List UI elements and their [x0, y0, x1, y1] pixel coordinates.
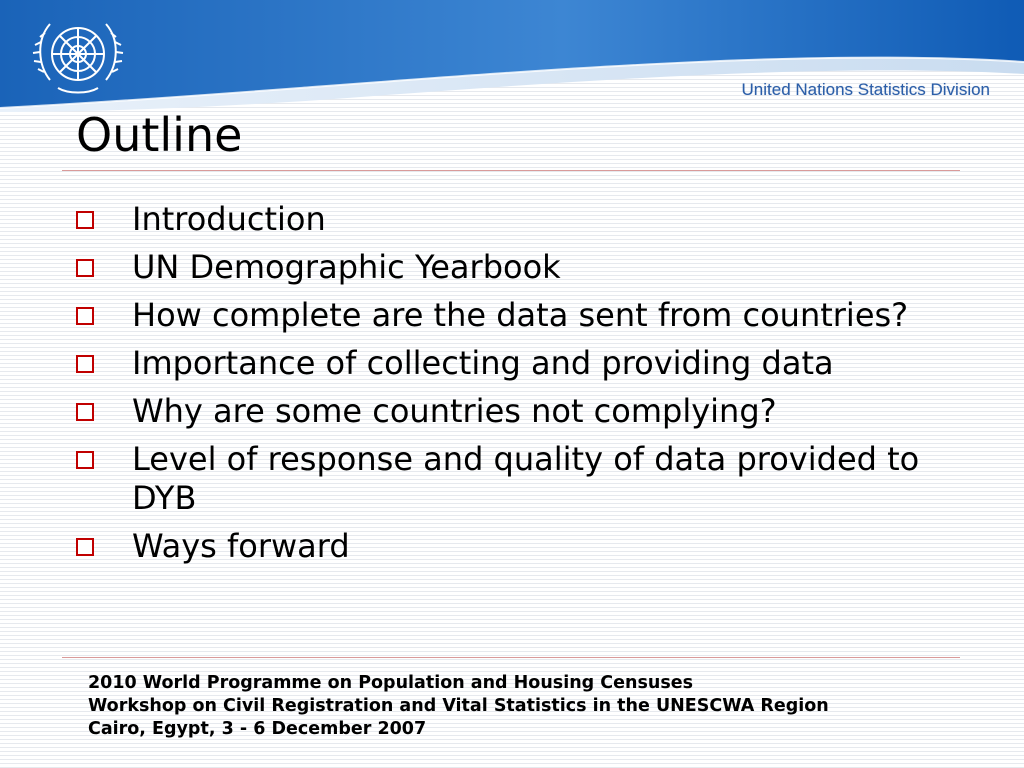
square-bullet-icon: [76, 307, 94, 325]
outline-item-ways-forward: [76, 527, 976, 566]
outline-item-label: Why are some countries not complying?: [132, 392, 777, 430]
outline-item-response-quality: [76, 440, 976, 518]
square-bullet-icon: [76, 538, 94, 556]
outline-item-label: Level of response and quality of data provided to DYB: [132, 440, 920, 517]
outline-item-label: UN Demographic Yearbook: [132, 248, 561, 286]
outline-item-data-completeness: [76, 296, 976, 335]
slide-footer: [88, 672, 829, 741]
square-bullet-icon: [76, 259, 94, 277]
outline-item-label: Introduction: [132, 200, 326, 238]
outline-item-label: How complete are the data sent from countries?: [132, 296, 909, 334]
outline-list: [76, 200, 976, 575]
title-divider: [62, 170, 960, 171]
footer-divider: [62, 657, 960, 658]
slide-title: Outline: [76, 108, 243, 162]
square-bullet-icon: [76, 451, 94, 469]
square-bullet-icon: [76, 355, 94, 373]
outline-item-introduction: [76, 200, 976, 239]
square-bullet-icon: [76, 403, 94, 421]
header-banner: [0, 0, 1024, 112]
outline-item-label: Importance of collecting and providing data: [132, 344, 834, 382]
footer-workshop: Workshop on Civil Registration and Vital Statistics in the UNESCWA Region: [88, 696, 829, 716]
outline-item-importance: [76, 344, 976, 383]
outline-item-not-complying: [76, 392, 976, 431]
outline-item-demographic-yearbook: [76, 248, 976, 287]
un-emblem-icon: [28, 10, 128, 106]
footer-programme: 2010 World Programme on Population and Housing Censuses: [88, 673, 694, 693]
square-bullet-icon: [76, 211, 94, 229]
footer-location-date: Cairo, Egypt, 3 - 6 December 2007: [88, 719, 427, 739]
outline-item-label: Ways forward: [132, 527, 350, 565]
organization-name: United Nations Statistics Division: [741, 80, 990, 99]
